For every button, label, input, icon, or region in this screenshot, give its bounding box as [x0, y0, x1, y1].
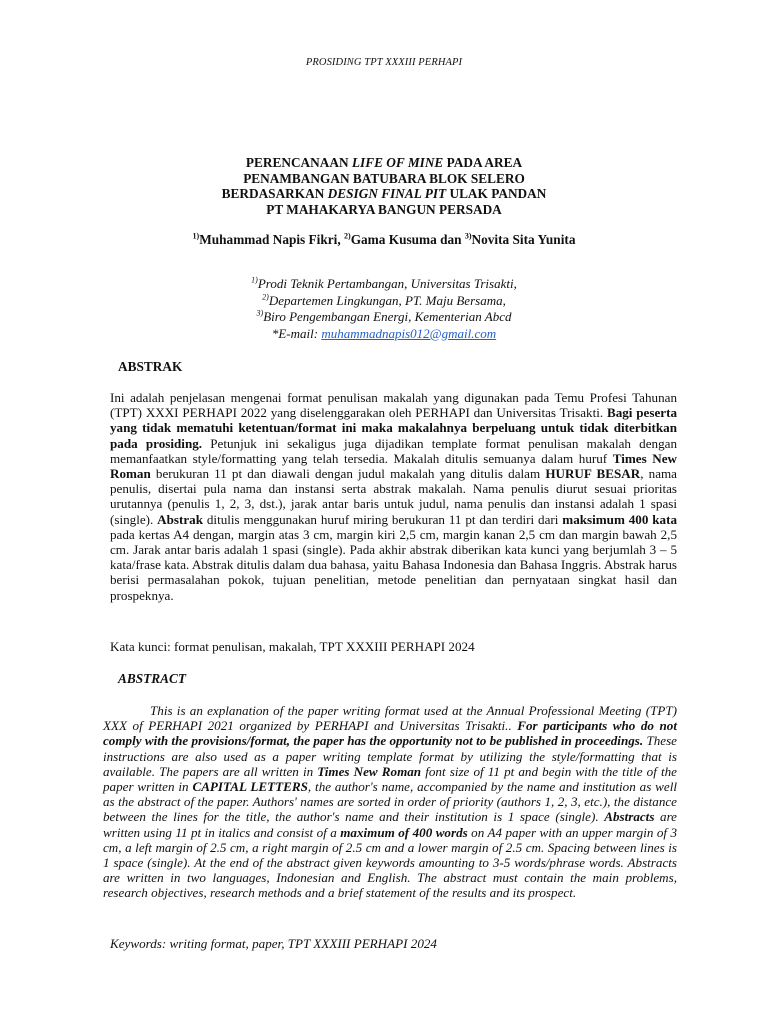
- email-link[interactable]: muhammadnapis012@gmail.com: [321, 325, 497, 341]
- kata-kunci: Kata kunci: format penulisan, makalah, TPT XXXIII PERHAPI 2024: [110, 639, 475, 654]
- abstract-bold-text: maximum of 400 words: [340, 824, 468, 840]
- affiliation-marker: 3): [256, 308, 264, 318]
- abstrak-body: [110, 390, 677, 603]
- abstract-text: This is an explanation of the paper writing format used at the Annual Professional Meeting (TPT) XXX of PERHAPI 2021 organized by PERHAPI and Universitas Trisakti..: [103, 703, 677, 734]
- abstrak-text: berukuran 11 pt dan diawali dengan judul makalah yang ditulis dalam: [150, 466, 546, 482]
- abstrak-bold-text: HURUF BESAR: [545, 466, 641, 482]
- abstract-text: font size of 11 pt and begin with the title of the paper written in: [103, 763, 677, 795]
- abstrak-heading: ABSTRAK: [118, 359, 183, 374]
- title-italic-text: DESIGN FINAL PIT: [327, 186, 447, 201]
- abstract-heading: ABSTRACT: [118, 671, 186, 686]
- affiliation-2: [150, 293, 618, 310]
- author-marker: 1): [192, 231, 200, 241]
- abstract-text: , the author's name, accompanied by the name and institution as well as the abstract of the paper. Authors' names are sorted in order of priority (authors 1, 2, 3, etc.), the distance between the lines for the title, the author's name and their institution is 1 space (single).: [103, 779, 677, 825]
- abstrak-bold-text: Bagi peserta yang tidak mematuhi ketentuan/format ini maka makalahnya berpeluang untuk tidak diterbitkan pada prosiding.: [110, 405, 677, 451]
- title-line-2: PENAMBANGAN BATUBARA BLOK SELERO: [243, 170, 525, 186]
- affiliation-text: Prodi Teknik Pertambangan, Universitas Trisakti,: [257, 276, 517, 291]
- keywords: Keywords: writing format, paper, TPT XXXIII PERHAPI 2024: [110, 936, 437, 951]
- abstrak-bold-text: Times New Roman: [110, 450, 677, 482]
- affiliation-3: [150, 309, 618, 326]
- title-text: PERENCANAAN: [245, 155, 352, 170]
- author-name: Muhammad Napis Fikri,: [199, 232, 345, 247]
- abstract-text: These instructions are also used as a paper writing template format by utilizing the style/formatting that is available. The papers are all written in: [103, 733, 677, 779]
- title-italic-text: LIFE OF MINE: [351, 155, 444, 170]
- title-line-4: PT MAHAKARYA BANGUN PERSADA: [266, 201, 502, 217]
- author-list: [150, 232, 618, 248]
- email-line: [150, 326, 618, 343]
- abstrak-text: ditulis menggunakan huruf miring berukuran 11 pt dan terdiri dari: [203, 511, 563, 527]
- abstrak-text: Petunjuk ini sekaligus juga dijadikan template format penulisan makalah dengan memanfaatkan style/formatting yang telah tersedia. Makalah ditulis semuanya dalam huruf: [110, 435, 677, 466]
- email-label: *E-mail:: [271, 325, 322, 341]
- title-text: PADA AREA: [443, 155, 523, 170]
- title-line-3: [150, 186, 618, 202]
- abstract-bold-text: Abstracts: [604, 809, 655, 825]
- author-name: Gama Kusuma dan: [350, 232, 465, 247]
- author-name: Novita Sita Yunita: [471, 232, 576, 247]
- abstrak-text: , nama penulis, disertai pula nama dan instansi serta abstrak makalah. Nama penulis diurut sesuai prioritas urutannya (penulis 1, 2, 3, dst.), jarak antar baris untuk judul, nama penulis dan instansi adalah 1 spasi (single).: [110, 466, 677, 527]
- title-text: ULAK PANDAN: [446, 186, 547, 201]
- abstrak-bold-text: Abstrak: [157, 511, 203, 527]
- abstract-bold-text: For participants who do not comply with the provisions/format, the paper has the opportunity not to be published in proceedings.: [103, 718, 677, 749]
- abstract-text: on A4 paper with an upper margin of 3 cm, a left margin of 2.5 cm, a right margin of 2.5 cm and a lower margin of 2.5 cm. Spacing between lines is 1 space (single). At the end of the abstract given keywords amounting to 3-5 words/phrase words. Abstracts are written in two languages, Indonesian and English. The abstract must contain the main problems, research objectives, research methods and a brief statement of the results and its prospect.: [103, 824, 678, 901]
- title-text: BERDASARKAN: [221, 186, 328, 201]
- affiliation-marker: 1): [251, 275, 258, 285]
- abstract-bold-text: CAPITAL LETTERS: [192, 779, 308, 795]
- title-line-1: [150, 155, 618, 171]
- abstract-body: [103, 703, 677, 901]
- author-marker: 3): [464, 231, 472, 241]
- abstrak-text: pada kertas A4 dengan, margin atas 3 cm, margin kiri 2,5 cm, margin kanan 2,5 cm dan margin bawah 2,5 cm. Jarak antar baris adalah 1 spasi (single). Pada akhir abstrak diberikan kata kunci yang berjumlah 3 – 5 kata/frase kata. Abstrak ditulis dalam dua bahasa, yaitu Bahasa Indonesia dan Bahasa Inggris. Abstrak harus berisi permasalahan pokok, tujuan penelitian, metode penelitian dan pernyataan singkat hasil dan prospeknya.: [110, 526, 677, 603]
- running-header: PROSIDING TPT XXXIII PERHAPI: [305, 57, 463, 68]
- affiliation-marker: 2): [262, 292, 269, 302]
- abstract-text: are written using 11 pt in italics and consist of a: [103, 809, 677, 840]
- abstrak-text: Ini adalah penjelasan mengenai format penulisan makalah yang digunakan pada Temu Profesi Tahunan (TPT) XXXI PERHAPI 2022 yang diselenggarakan oleh PERHAPI dan Universitas Trisakti.: [110, 390, 677, 421]
- author-marker: 2): [344, 231, 351, 241]
- abstrak-bold-text: maksimum 400 kata: [562, 511, 677, 527]
- affiliation-text: Biro Pengembangan Energi, Kementerian Abcd: [263, 309, 512, 324]
- affiliation-1: [150, 276, 618, 293]
- abstract-bold-text: Times New Roman: [317, 763, 422, 779]
- paper-title: [150, 155, 618, 217]
- affiliation-text: Departemen Lingkungan, PT. Maju Bersama,: [268, 292, 506, 308]
- affiliation-list: [150, 276, 618, 342]
